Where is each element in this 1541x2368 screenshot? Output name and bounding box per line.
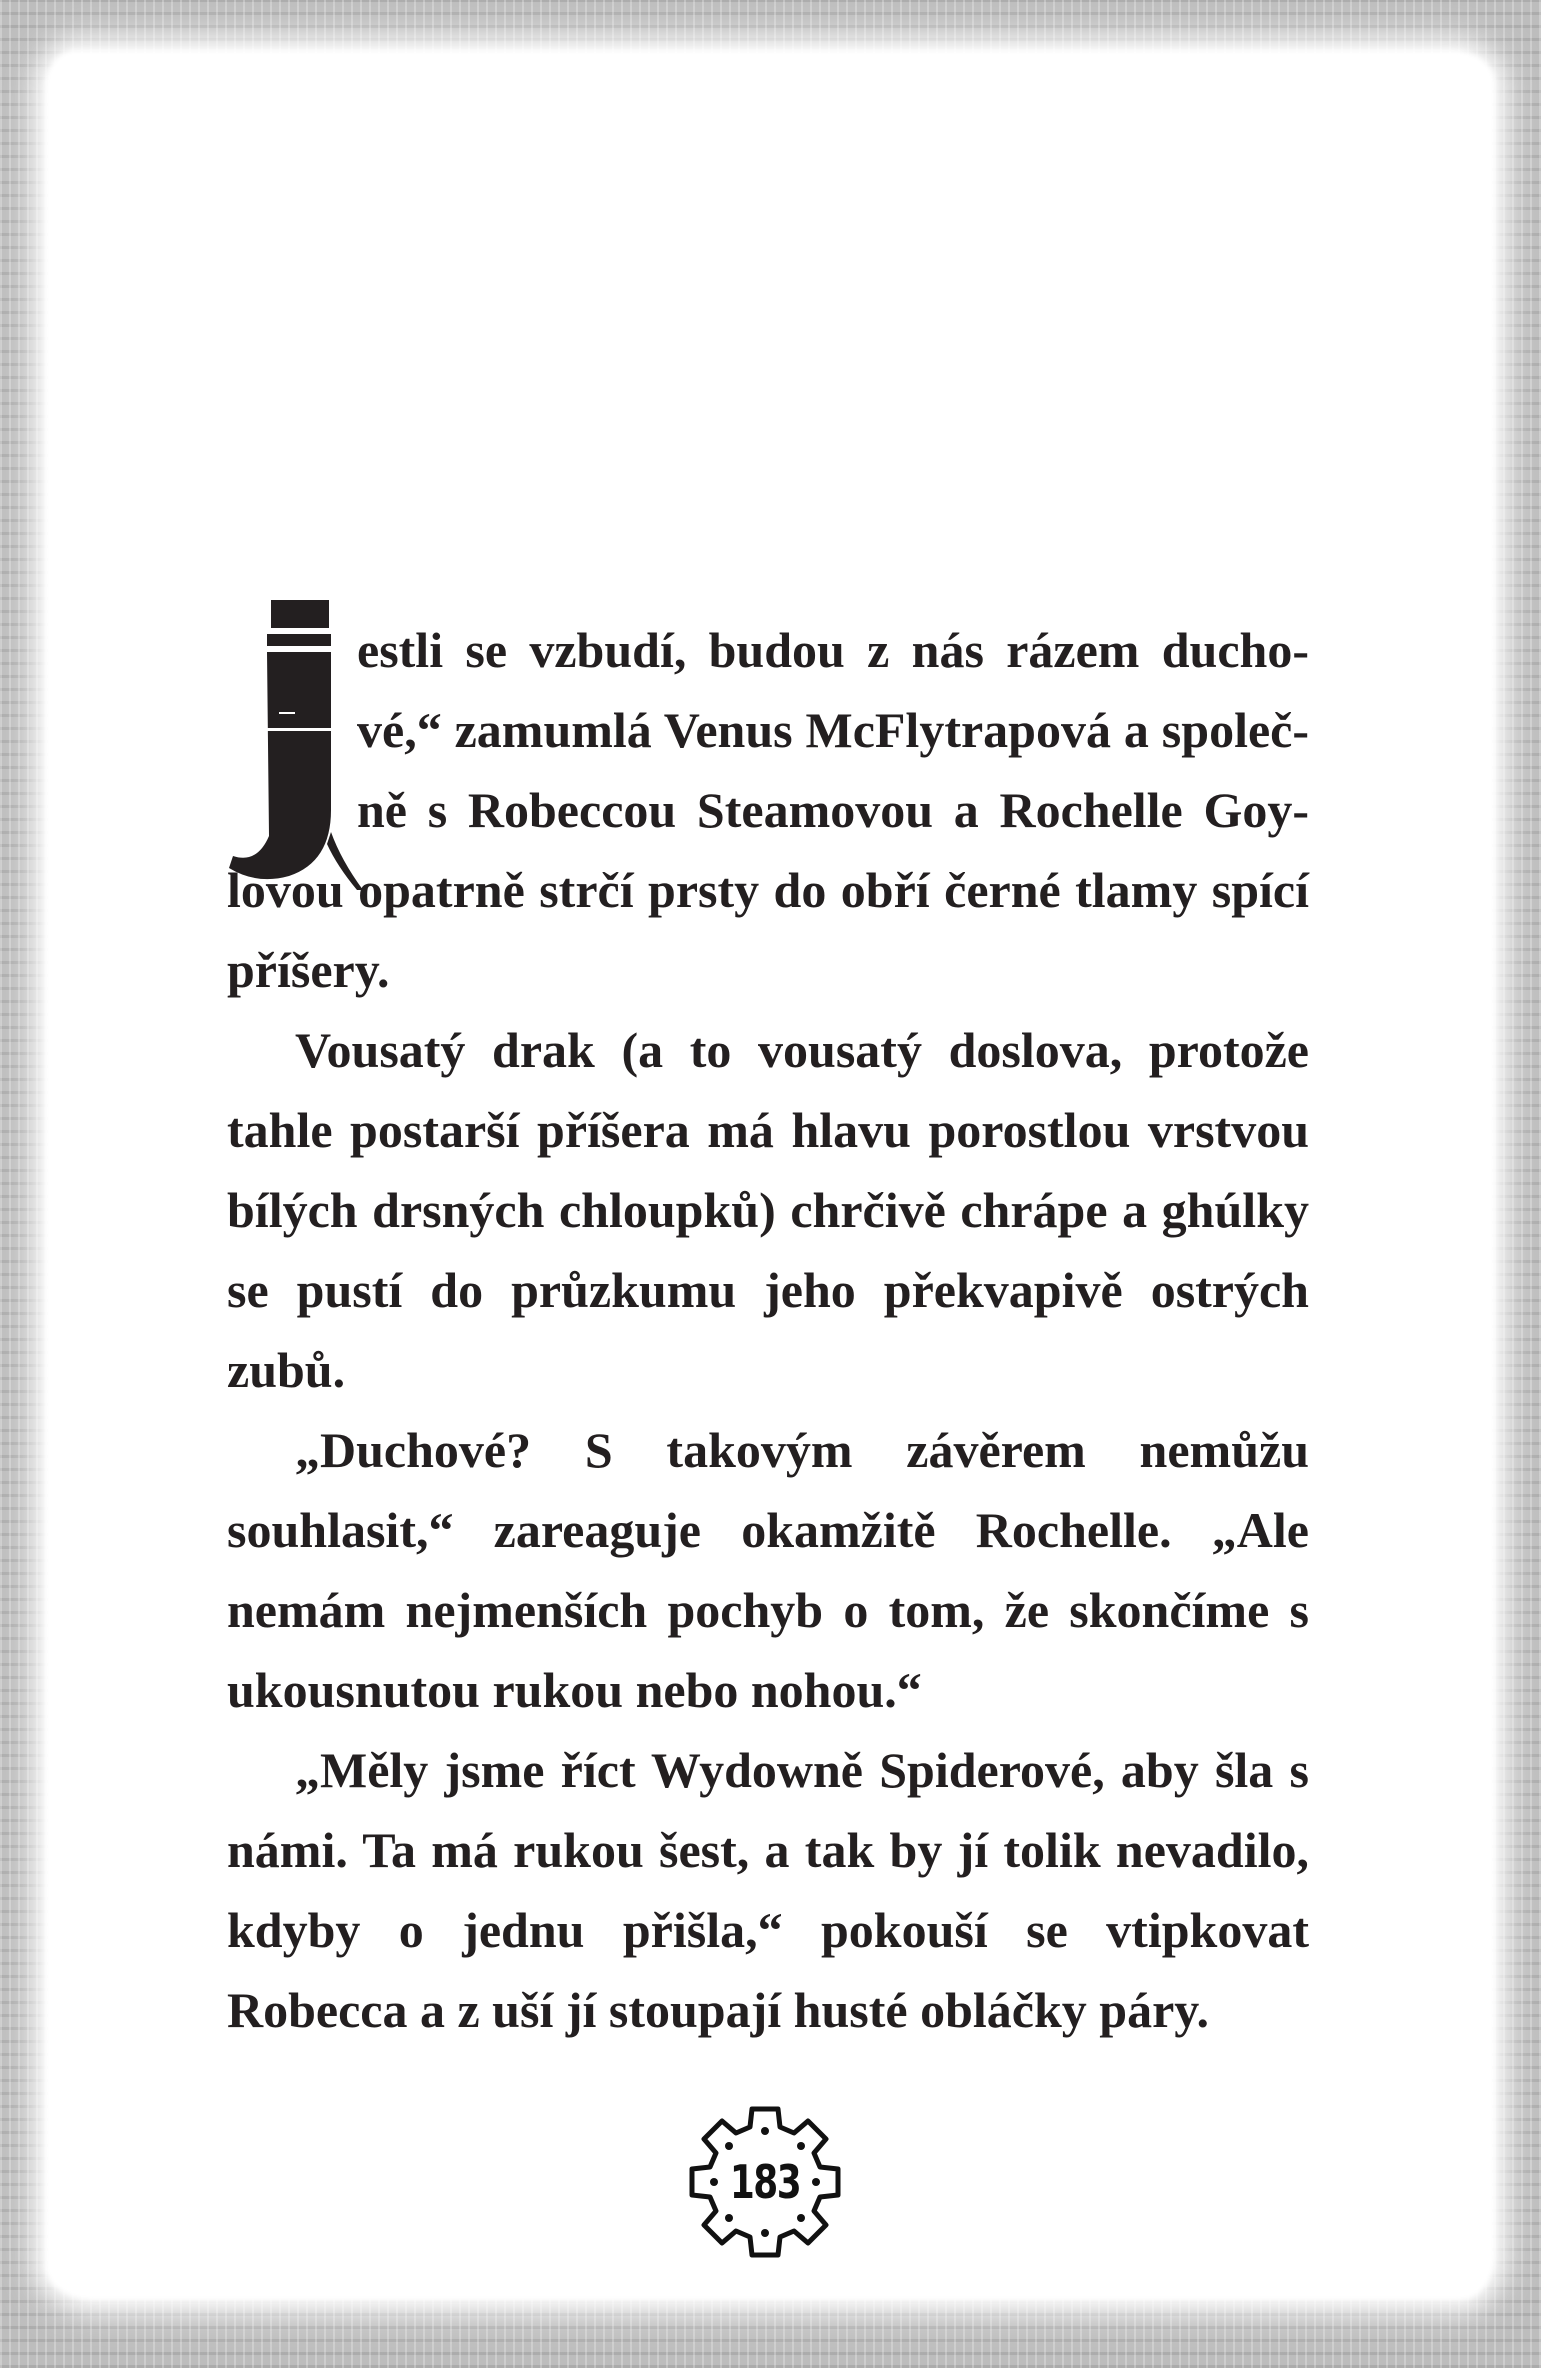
body-text xyxy=(227,610,1309,2050)
paragraph: Vousatý drak (a to vousatý doslova, protože tahle postarší příšera má hlavu porostlou vrstvou bílých drsných chloupků) chrčivě chrápe a ghúlky se pustí do průzkumu jeho překvapivě ostrých zubů. xyxy=(227,1022,1309,1398)
first-paragraph-line: lovou opatrně strčí prsty do obří černé tlamy spící xyxy=(227,862,1309,918)
first-paragraph xyxy=(227,610,1309,1010)
page-number xyxy=(680,2097,850,2267)
first-paragraph-line: příšery. xyxy=(227,942,390,998)
drop-cap xyxy=(227,600,367,890)
first-paragraph-line: estli se vzbudí, budou z nás rázem ducho- xyxy=(357,622,1309,678)
first-paragraph-line: vé,“ zamumlá Venus McFlytrapová a společ- xyxy=(357,702,1309,758)
paragraph: „Měly jsme říct Wydowně Spiderové, aby šla s námi. Ta má rukou šest, a tak by jí tolik nevadilo, kdyby o jednu přišla,“ pokouší se vtipkovat Robecca a z uší jí stoupají husté obláčky páry. xyxy=(227,1742,1309,2038)
page-number-text: 183 xyxy=(729,2155,801,2209)
first-paragraph-line: ně s Robeccou Steamovou a Rochelle Goy- xyxy=(357,782,1309,838)
paragraph: „Duchové? S takovým závěrem nemůžu souhlasit,“ zareaguje okamžitě Rochelle. „Ale nemám nejmenších pochyb o tom, že skončíme s ukousnutou rukou nebo nohou.“ xyxy=(227,1422,1309,1718)
